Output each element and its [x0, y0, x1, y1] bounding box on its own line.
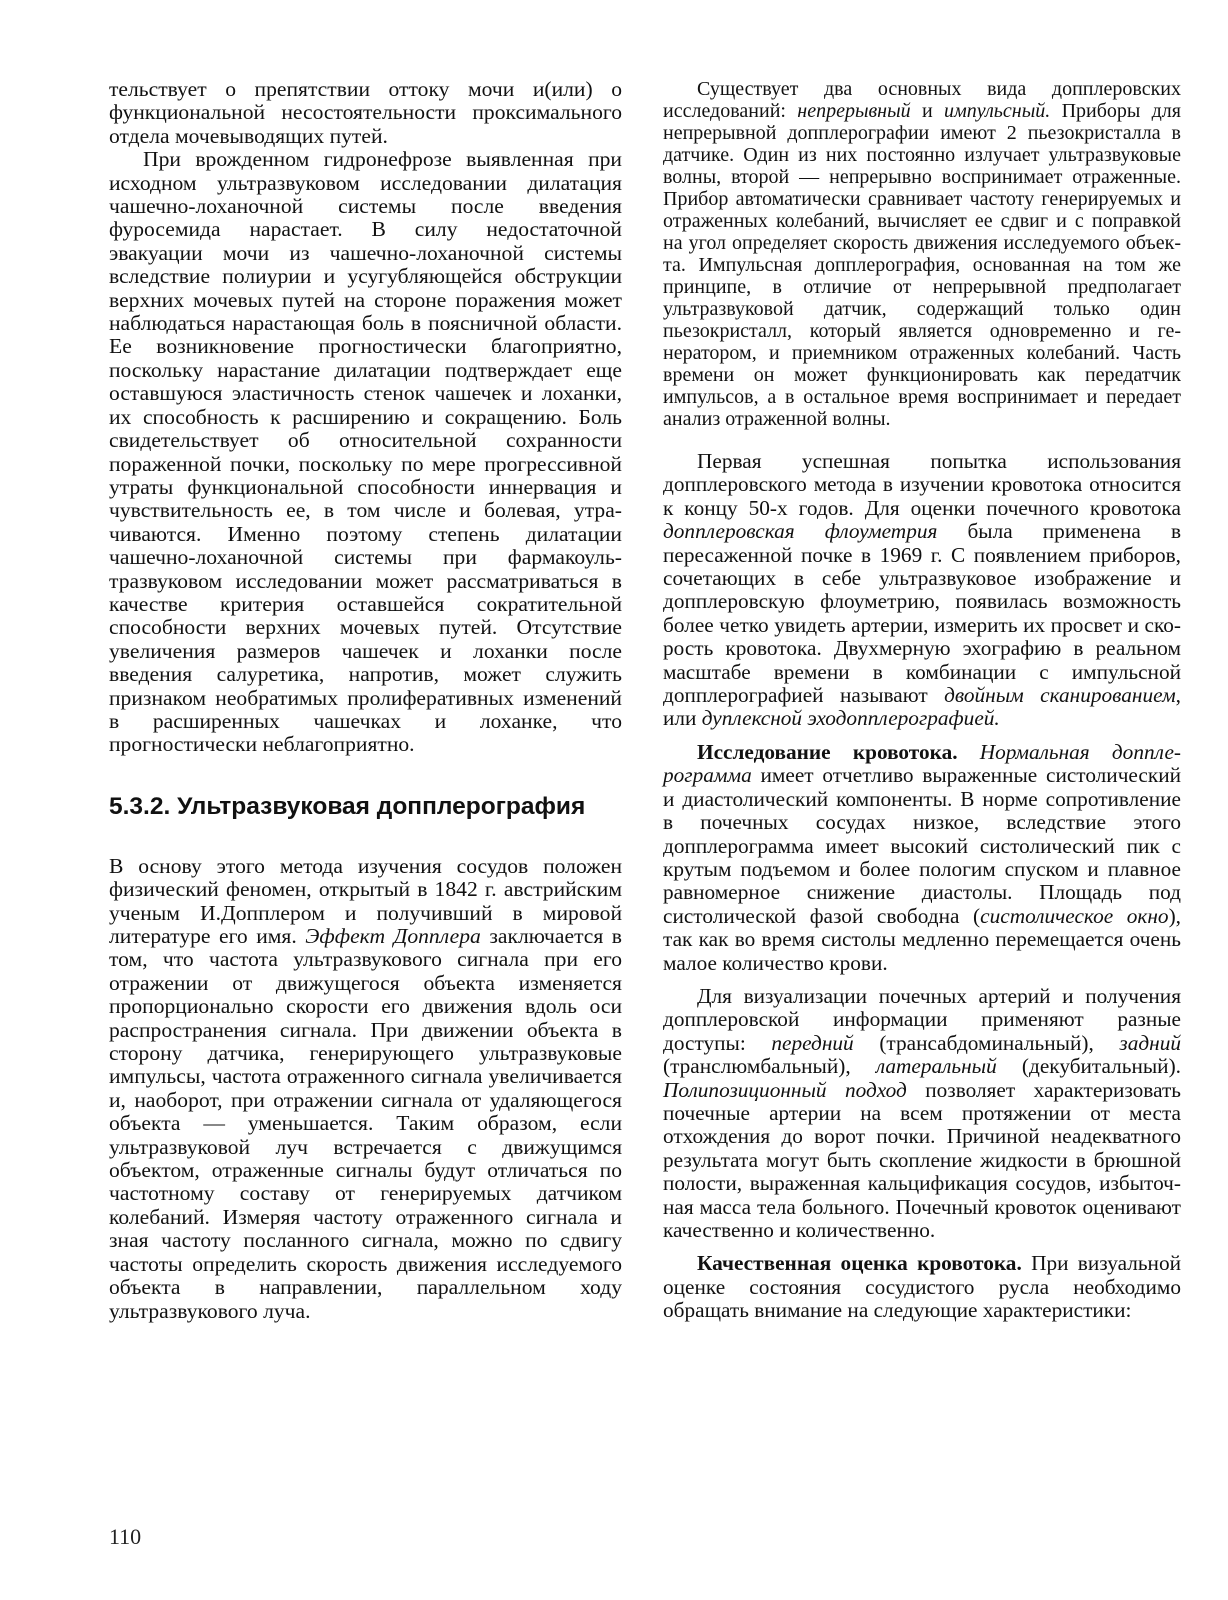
section-heading: 5.3.2. Ультразвуковая допплерография: [109, 792, 586, 820]
right-column: [663, 78, 1181, 1323]
left-column: [109, 78, 622, 1323]
run-in-heading-qualitative: Качественная оценка кровотока.: [697, 1251, 1022, 1276]
term-doppler-effect: Эффект Допплера: [305, 924, 481, 948]
term-continuous: непрерывный: [797, 100, 911, 122]
term-systolic-window: систолическое окно: [980, 903, 1169, 928]
paragraph-qualitative-assessment: Качественная оценка кровотока. При визуальной оценке состояния сосудистого русла необходимо обращать внимание на следующие характеристики:: [663, 1251, 1181, 1323]
term-duplex-echodoppler: дуплексной эходопплерографией.: [701, 706, 1000, 731]
paragraph-bloodflow-study: Исследование кровотока. Нормальная допплерограмма имеет отчетливо выраженные систолический и диастолический компоненты. В норме сопротивление в почечных сосудах низкое, вследствие этого допплерограмма имеет высокий систолический пик с крутым подъемом и более пологим спуском и плавное равномерное снижение диастолы. Площадь под систолической фазой свободна (систолическое окно), так как во время систолы медленно перемещается очень малое количество крови.: [663, 739, 1181, 975]
term-flowmetry: допплеровская флоуметрия: [663, 519, 938, 544]
run-in-heading-bloodflow: Исследование кровотока.: [697, 739, 958, 764]
term-duplex-scanning: двойным сканированием: [944, 683, 1176, 708]
small-print-block: [663, 78, 1181, 430]
term-pulsed: импульсный.: [943, 100, 1051, 122]
page-number: 110: [109, 1524, 142, 1549]
paragraph-doppler-effect: В основу этого метода изучения сосудов положен физический феномен, открытый в 1842 г. австрийским ученым И.Допплером и получивший в мировой литературе его имя. Эффект Допплера заключается в том, что частота ультразвукового сигнала при его отражении от движущегося объекта изменяется пропорционально скорости его движения вдоль оси распространения сигнала. При движении объекта в сторону датчика, генерирующего ультразвуковые импульсы, частота отраженного сигнала увеличивается и, наоборот, при отражении сигнала от удаляющегося объекта — уменьшается. Таким образом, если ультразвуковой луч встречается с движущимся объектом, отраженные сигналы будут отличаться по частотному составу от генерируемых датчиком колебаний. Измеряя частоту отраженного сигнала и зная частоту посланного сигнала, можно по сдвигу частоты определить скорость движения исследуемого объекта в направлении, параллельном ходу ультразвукового луча.: [109, 853, 622, 1323]
paragraph-hydronephrosis: При врожденном гидронефрозе выявленная при исходном ультразвуковом исследовании дилатация чашечно-лоханочной системы после введения фуросемида нарастает. В силу недостаточной эвакуации мочи из чашечно-лоханочной системы вследствие полиурии и усугубляющейся обструкции верхних мочевых путей на стороне поражения может наблюдаться нарастающая боль в поясничной области. Ее возникновение прогностически благоприятно, поскольку нарастание дилатации подтверждает еще оставшуюся эластичность стенок чашечек и лоханки, их способность к расширению и сокращению. Боль свидетельствует об относительной сохранности пораженной почки, поскольку по мере прогрессивной утраты функциональной способности иннервация и чувствительность ее, в том числе и болевая, утрачиваются. Именно поэтому степень дилатации чашечно-лоханочной системы при фармакоультразвуковом исследовании может рассматриваться в качестве критерия оставшейся сократительной способности верхних мочевых путей. Отсутствие увеличения размеров чашечек и лоханки после введения салуретика, напротив, может служить признаком необратимых пролиферативных изменений в расширенных чашечках и лоханке, что прогностически неблагоприятно.: [109, 147, 622, 757]
paragraph-continuation: тельствует о препятствии оттоку мочи и(или) о функциональной несостоятельности проксимального отдела мочевыводящих путей.: [109, 77, 622, 148]
paragraph-doppler-types: Существует два основных вида допплеровских исследований: непрерывный и импульсный. Приборы для непрерывной допплерографии имеют 2 пьезокристалла в датчике. Один из них постоянно излучает ультразвуковые волны, второй — непрерывно воспринимает отраженные. Прибор автоматически сравнивает частоту генерируемых и отраженных колебаний, вычисляет ее сдвиг и с поправкой на угол определяет скорость движения исследуемого объекта. Импульсная допплерография, основанная на том же принципе, в отличие от непрерывной предполагает ультразвуковой датчик, содержащий только один пьезокристалл, который является одновременно и генератором, и приемником отраженных колебаний. Часть времени он может функционировать как передатчик импульсов, а в остальное время воспринимает и передает анализ отраженной волны.: [663, 78, 1181, 430]
paragraph-history: Первая успешная попытка использования допплеровского метода в изучении кровотока относится к концу 50-х годов. Для оценки почечного кровотока допплеровская флоуметрия была применена в пересаженной почке в 1969 г. С появлением приборов, сочетающих в себе ультразвуковое изображение и допплеровскую флоуметрию, появилась возможность более четко увидеть артерии, измерить их просвет и скорость кровотока. Двухмерную эхографию в реальном масштабе времени в комбинации с импульсной допплерографией называют двойным сканированием, или дуплексной эходопплерографией.: [663, 449, 1182, 731]
paragraph-access-approaches: Для визуализации почечных артерий и получения допплеровской информации применяют разные доступы: передний (трансабдоминальный), задний (транслюмбальный), латеральный (декубитальный). Полипозиционный подход позволяет характеризовать почечные артерии на всем протяжении от места отхождения до ворот почки. Причиной неадекватного результата могут быть скопление жидкости в брюшной полости, выраженная кальцификация сосудов, избыточная масса тела больного. Почечный кровоток оценивают качественно и количественно.: [663, 983, 1181, 1242]
